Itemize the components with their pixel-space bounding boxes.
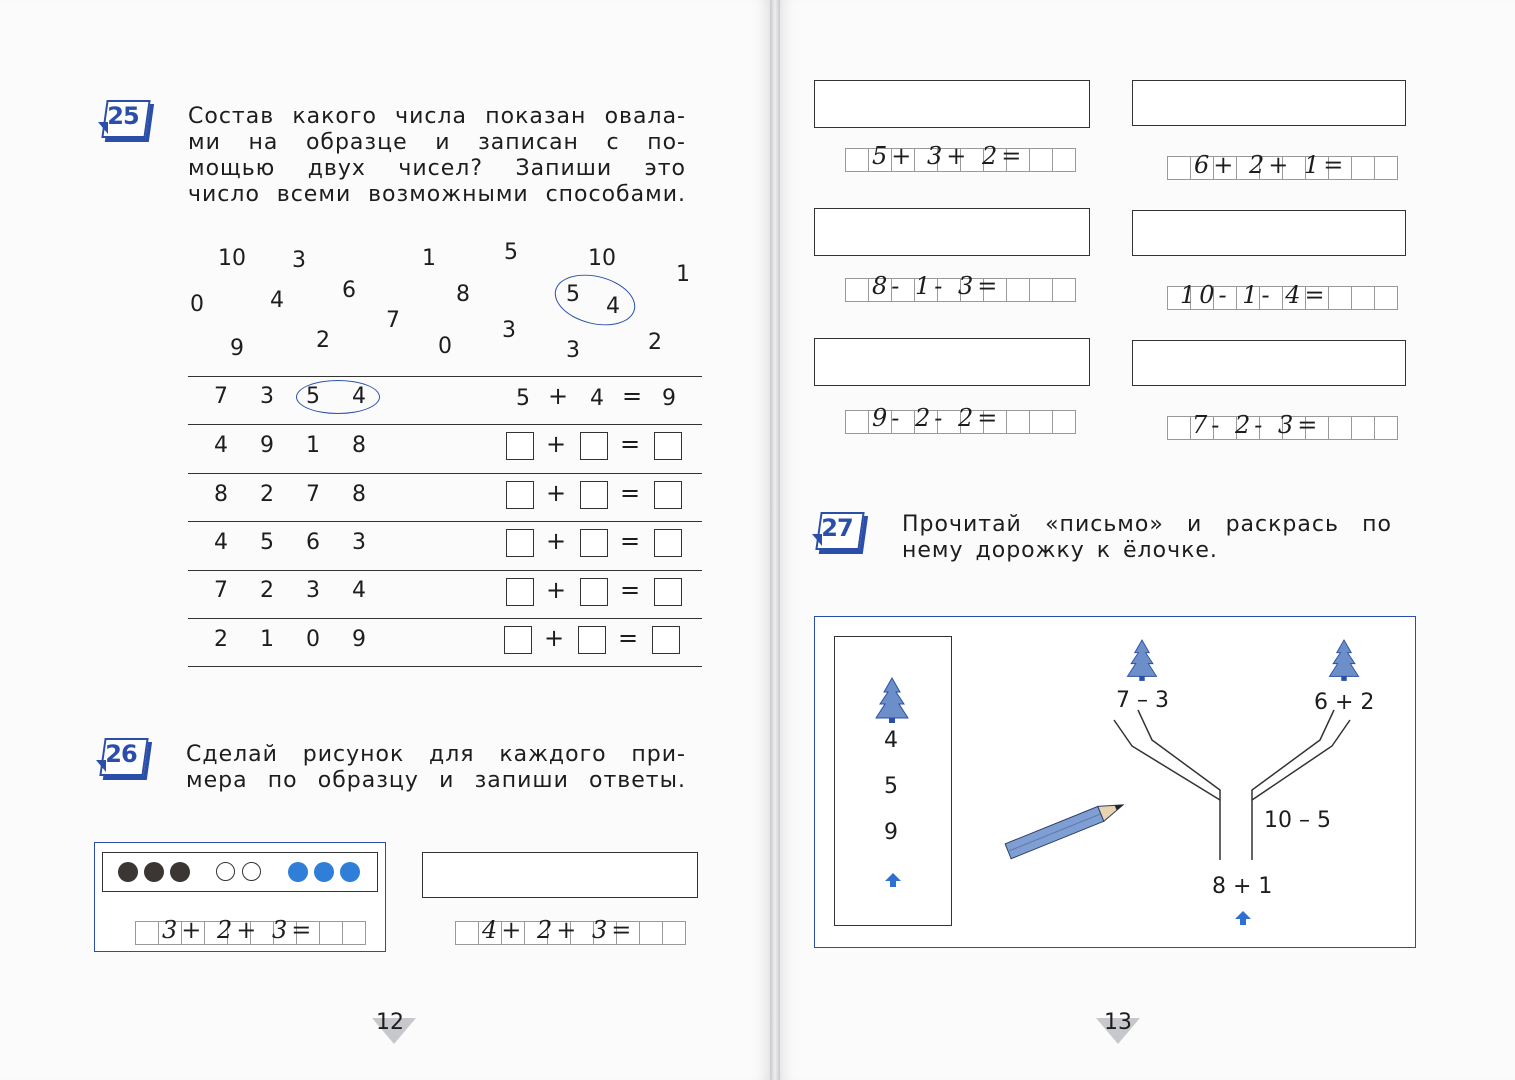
row-digit: 2 <box>260 482 274 507</box>
task-26-badge <box>98 736 144 776</box>
drawing-frame[interactable] <box>1132 340 1406 386</box>
row-digit: 7 <box>214 384 228 409</box>
row-digit: 9 <box>260 433 274 458</box>
blue-dot <box>288 862 308 882</box>
blue-dot <box>314 862 334 882</box>
scatter-number: 7 <box>386 308 400 333</box>
task-27-number: 27 <box>821 514 853 542</box>
equals-sign: = <box>618 624 639 652</box>
task-26-line-2: мера по образцу и запиши ответы. <box>186 768 686 793</box>
scatter-number: 3 <box>566 338 580 363</box>
scatter-number: 10 <box>588 246 616 271</box>
row-digit: 5 <box>260 530 274 555</box>
scatter-number: 8 <box>456 282 470 307</box>
plus-sign: + <box>544 624 565 652</box>
answer-box[interactable] <box>506 529 534 557</box>
page-number-13: 13 <box>1104 1010 1132 1035</box>
scatter-number: 5 <box>504 240 518 265</box>
row-rule <box>188 618 702 619</box>
answer-box[interactable] <box>654 529 682 557</box>
scatter-number: 0 <box>438 334 452 359</box>
task-25-line-3: мощью двух чисел? Запиши это <box>188 156 686 181</box>
row-digit: 8 <box>214 482 228 507</box>
row-digit: 3 <box>306 578 320 603</box>
answer-box[interactable] <box>506 432 534 460</box>
row-digit: 5 <box>306 384 320 409</box>
row-digit: 7 <box>214 578 228 603</box>
row-digit: 4 <box>214 433 228 458</box>
tree-icon <box>870 676 914 724</box>
arrow-up-icon <box>1234 910 1252 926</box>
scatter-number: 2 <box>316 328 330 353</box>
scatter-number: 4 <box>606 294 620 319</box>
handwritten-example: 7- 2- 3= <box>1192 411 1322 439</box>
scatter-number: 1 <box>676 262 690 287</box>
row-rule <box>188 376 702 377</box>
answer-box[interactable] <box>580 481 608 509</box>
pencil-icon <box>996 796 1136 862</box>
row-digit: 4 <box>352 384 366 409</box>
scatter-number: 2 <box>648 330 662 355</box>
task-25-line-2: ми на образце и записан с по- <box>188 130 686 155</box>
row-digit: 6 <box>306 530 320 555</box>
equals-sign: = <box>620 527 641 555</box>
scatter-number: 10 <box>218 246 246 271</box>
answer-box[interactable] <box>654 481 682 509</box>
drawing-frame[interactable] <box>814 338 1090 386</box>
row-digit: 2 <box>214 627 228 652</box>
letter-number: 9 <box>884 820 898 845</box>
page-number-12: 12 <box>376 1010 404 1035</box>
blue-dot <box>340 862 360 882</box>
drawing-frame[interactable] <box>1132 80 1406 126</box>
row-rule <box>188 570 702 571</box>
letter-number: 4 <box>884 728 898 753</box>
handwritten-example: 6+ 2+ 1= <box>1194 151 1348 179</box>
branch-label-bottom: 8 + 1 <box>1212 874 1273 899</box>
scatter-number: 3 <box>502 318 516 343</box>
row-digit: 0 <box>306 627 320 652</box>
handwritten-example: 5+ 3+ 2= <box>872 142 1026 170</box>
answer-box[interactable] <box>578 626 606 654</box>
row-digit: 1 <box>306 433 320 458</box>
row-digit: 3 <box>352 530 366 555</box>
handwritten-example: 9- 2- 2= <box>872 404 1002 432</box>
row-digit: 8 <box>352 482 366 507</box>
task-25-badge <box>100 98 146 138</box>
task-25-number: 25 <box>107 102 139 130</box>
row-digit: 1 <box>260 627 274 652</box>
task-26-line-1: Сделай рисунок для каждого при- <box>186 742 686 767</box>
row-digit: 7 <box>306 482 320 507</box>
scatter-number: 9 <box>230 336 244 361</box>
letter-number: 5 <box>884 774 898 799</box>
drawing-frame[interactable] <box>814 80 1090 128</box>
answer-box[interactable] <box>652 626 680 654</box>
answer-box[interactable] <box>504 626 532 654</box>
task-27-badge <box>814 510 860 550</box>
branch-label-middle: 10 – 5 <box>1264 808 1331 833</box>
row-digit: 3 <box>260 384 274 409</box>
scatter-number: 3 <box>292 248 306 273</box>
equals-sign: = <box>622 382 643 410</box>
task-26-text <box>186 742 686 794</box>
equals-sign: = <box>620 479 641 507</box>
plus-sign: + <box>546 479 567 507</box>
task-25-line-4: число всеми возможными способами. <box>188 182 686 207</box>
row-digit: 9 <box>352 627 366 652</box>
plus-sign: + <box>546 430 567 458</box>
task-25-text <box>188 104 686 208</box>
sample-sum: 9 <box>662 386 676 411</box>
dark-dot <box>144 862 164 882</box>
maze-paths <box>1100 700 1360 900</box>
task-26-number: 26 <box>105 740 137 768</box>
dark-dot <box>170 862 190 882</box>
answer-box[interactable] <box>506 578 534 606</box>
scatter-number: 5 <box>566 282 580 307</box>
answer-box[interactable] <box>654 432 682 460</box>
row-digit: 8 <box>352 433 366 458</box>
tree-icon <box>1122 636 1162 684</box>
branch-label-right: 6 + 2 <box>1314 690 1375 715</box>
arrow-up-icon <box>884 872 902 888</box>
equals-sign: = <box>620 430 641 458</box>
drawing-frame[interactable] <box>1132 210 1406 256</box>
plus-sign: + <box>548 382 569 410</box>
scatter-number: 0 <box>190 292 204 317</box>
plus-sign: + <box>546 576 567 604</box>
task-25-line-1: Состав какого числа показан овала- <box>188 104 686 129</box>
drawing-frame[interactable] <box>422 852 698 898</box>
branch-label-left: 7 – 3 <box>1116 688 1169 713</box>
row-digit: 2 <box>260 578 274 603</box>
row-rule <box>188 521 702 522</box>
answer-box[interactable] <box>654 578 682 606</box>
answer-box[interactable] <box>506 481 534 509</box>
drawing-frame[interactable] <box>814 208 1090 256</box>
sample-addend: 4 <box>590 386 604 411</box>
white-dot <box>242 862 261 881</box>
handwritten-example: 3+ 2+ 3= <box>162 916 316 944</box>
scatter-number: 1 <box>422 246 436 271</box>
answer-box[interactable] <box>580 578 608 606</box>
dark-dot <box>118 862 138 882</box>
scatter-number: 4 <box>270 288 284 313</box>
plus-sign: + <box>546 527 567 555</box>
tree-icon <box>1324 636 1364 684</box>
equals-sign: = <box>620 576 641 604</box>
handwritten-example: 8- 1- 3= <box>872 272 1002 300</box>
task-27-line-1: Прочитай «письмо» и раскрась по <box>902 512 1392 537</box>
task-27-line-2: нему дорожку к ёлочке. <box>902 538 1218 563</box>
row-rule <box>188 666 702 667</box>
white-dot <box>216 862 235 881</box>
row-rule <box>188 473 702 474</box>
row-rule <box>188 424 702 425</box>
sample-addend: 5 <box>516 386 530 411</box>
row-sample-oval <box>296 380 380 414</box>
row-digit: 4 <box>214 530 228 555</box>
handwritten-example: 10- 1- 4= <box>1180 281 1329 309</box>
answer-box[interactable] <box>580 529 608 557</box>
task-27-text <box>902 512 1392 564</box>
row-digit: 4 <box>352 578 366 603</box>
handwritten-example: 4+ 2+ 3= <box>482 916 636 944</box>
book-spine <box>770 0 780 1080</box>
scatter-number: 6 <box>342 278 356 303</box>
answer-box[interactable] <box>580 432 608 460</box>
